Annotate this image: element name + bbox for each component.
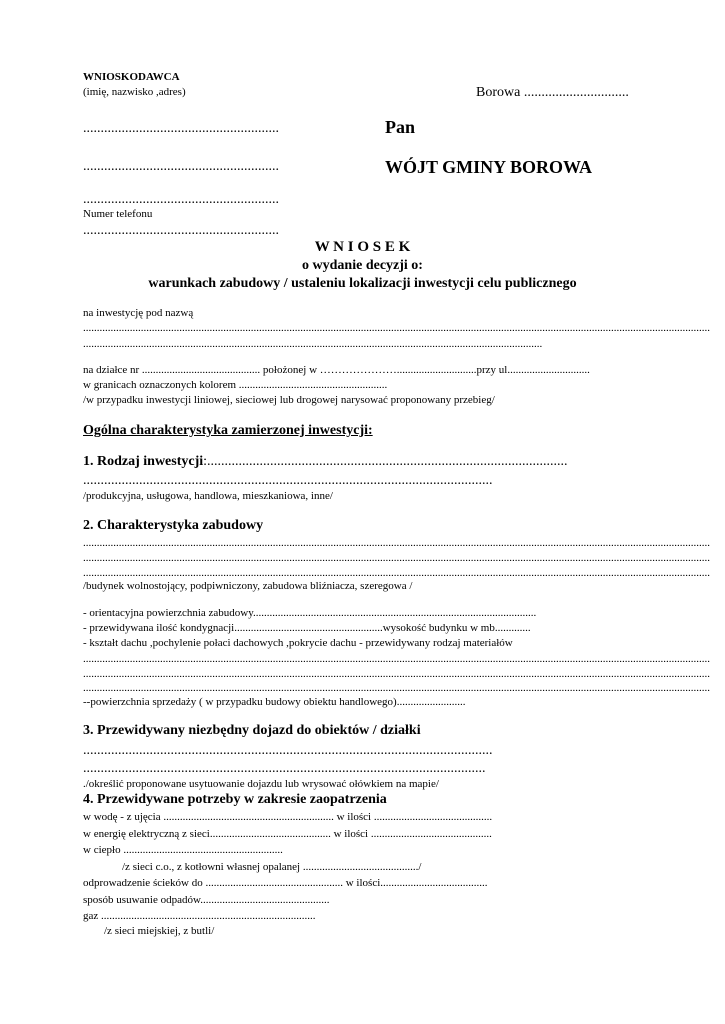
investment-name-line-2[interactable]: ....................................................................................................................................................................... [83,338,543,350]
general-heading: Ogólna charakterystyka zamierzonej inwestycji: [83,423,373,438]
heat-field[interactable]: w ciepło .......................................................... [83,844,283,856]
section1-hint: /produkcyjna, usługowa, handlowa, mieszkaniowa, inne/ [83,490,333,502]
section3-line-2[interactable]: ................................................................................................................... [83,761,486,776]
built-area-field[interactable]: - orientacyjna powierzchnia zabudowy....................................................................................................... [83,607,537,619]
phone-label: Numer telefonu [83,208,153,220]
roof-line-2[interactable]: .................................................................................................................................................................................................................................... [83,668,710,680]
section3-line-1[interactable]: ..................................................................................................................... [83,743,493,758]
waste-field[interactable]: sposób usuwanie odpadów............................................... [83,894,330,906]
section1-line[interactable]: ..................................................................................................................... [83,473,493,488]
section2-line-3[interactable]: .................................................................................................................................................................................................................................... [83,567,710,579]
section2-heading: 2. Charakterystyka zabudowy [83,518,264,533]
form-subtitle-2: warunkach zabudowy / ustaleniu lokalizacji inwestycji celu publicznego [148,276,577,291]
heat-hint[interactable]: /z sieci c.o., z kotłowni własnej opalanej ........................................../ [122,861,422,873]
plot-line[interactable]: na działce nr ........................................... położonej w ………………….............................przy ul.............................. [83,364,590,376]
floors-height-field[interactable]: - przewidywana ilość kondygnacji......................................................wysokość budynku w mb............. [83,622,531,634]
address-line-1[interactable]: ........................................................ [83,121,279,136]
form-subtitle-1: o wydanie decyzji o: [302,258,423,273]
sewage-field[interactable]: odprowadzenie ścieków do .................................................. w ilości....................................... [83,877,488,889]
roof-label: - kształt dachu ,pochylenie połaci dachowych ,pokrycie dachu - przewidywany rodzaj materiałów [83,637,513,649]
form-title: W N I O S E K [314,239,411,255]
recipient-name: WÓJT GMINY BOROWA [385,157,593,177]
recipient-title: Pan [385,117,416,137]
investment-name-line-1[interactable]: .................................................................................................................................................................................................................................... [83,322,710,334]
section4-heading: 4. Przewidywane potrzeby w zakresie zaopatrzenia [83,792,387,807]
electricity-field[interactable]: w energię elektryczną z sieci............................................ w ilości ............................................ [83,828,492,840]
roof-line-3[interactable]: .................................................................................................................................................................................................................................... [83,682,710,694]
place-date-field[interactable]: Borowa .............................. [476,85,629,100]
address-line-3[interactable]: ........................................................ [83,192,279,207]
section1-heading-dots[interactable]: :....................................................................................................... [203,454,568,469]
address-line-2[interactable]: ........................................................ [83,159,279,174]
gas-hint: /z sieci miejskiej, z butli/ [104,925,215,937]
section2-line-1[interactable]: .................................................................................................................................................................................................................................... [83,537,710,549]
boundary-line[interactable]: w granicach oznaczonych kolorem ...................................................... [83,379,388,391]
section1-heading: 1. Rodzaj inwestycji [83,454,204,469]
roof-line-1[interactable]: .................................................................................................................................................................................................................................... [83,653,710,665]
investment-name-label: na inwestycję pod nazwą [83,307,194,319]
section2-hint: /budynek wolnostojący, podpiwniczony, zabudowa bliźniacza, szeregowa / [83,580,413,592]
phone-field[interactable]: ........................................................ [83,223,279,238]
section1-heading-row [83,455,568,469]
section2-line-2[interactable]: .................................................................................................................................................................................................................................... [83,552,710,564]
sales-area-field[interactable]: --powierzchnia sprzedaży ( w przypadku budowy obiektu handlowego)......................... [83,696,466,708]
linear-note: /w przypadku inwestycji liniowej, sieciowej lub drogowej narysować proponowany przebieg/ [83,394,495,406]
water-field[interactable]: w wodę - z ujęcia .............................................................. w ilości ........................................... [83,811,493,823]
section3-heading: 3. Przewidywany niezbędny dojazd do obiektów / działki [83,723,421,738]
applicant-label: WNIOSKODAWCA [83,71,180,83]
section3-hint: ./określić proponowane usytuowanie dojazdu lub wrysować ołówkiem na mapie/ [83,778,439,790]
gas-field[interactable]: gaz .............................................................................. [83,910,316,922]
applicant-hint: (imię, nazwisko ,adres) [83,86,186,98]
